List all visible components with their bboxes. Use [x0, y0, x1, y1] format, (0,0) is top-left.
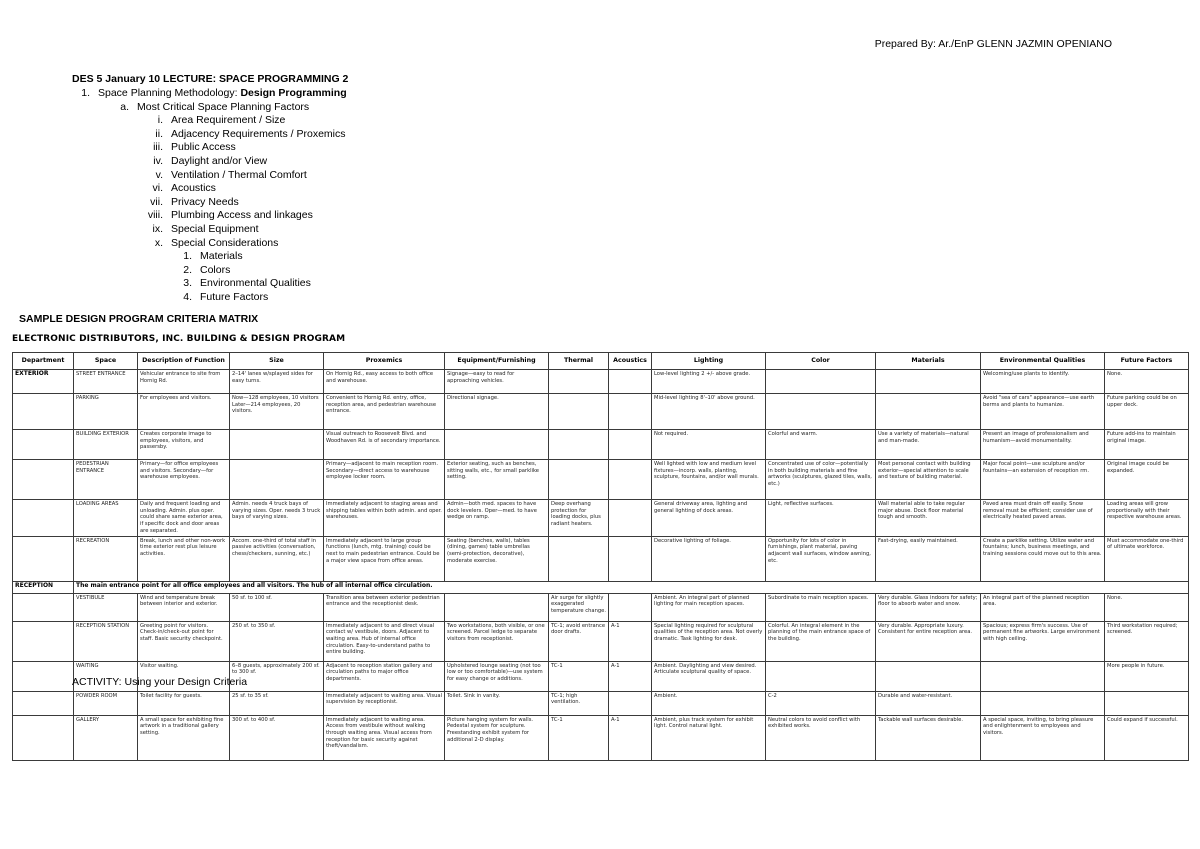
column-header: Acoustics: [609, 353, 652, 370]
department-cell: EXTERIOR: [13, 370, 74, 394]
table-cell: C-2: [766, 691, 876, 715]
column-header: Description of Function: [138, 353, 230, 370]
table-cell: Decorative lighting of foliage.: [652, 536, 766, 581]
table-row: [13, 430, 1189, 460]
table-cell: Upholstered lounge seating (not too low or too comfortable)—use system for easy change or additions.: [445, 661, 549, 691]
table-cell: Subordinate to main reception spaces.: [766, 593, 876, 621]
table-cell: 300 sf. to 400 sf.: [230, 715, 324, 760]
table-cell: [230, 460, 324, 500]
design-program-matrix: [12, 352, 1189, 761]
outline-item: [72, 155, 347, 169]
outline-item-number: vi.: [152, 182, 163, 195]
table-cell: Paved area must drain off easily. Snow removal must be efficient; consider use of electrically heated paved areas.: [981, 500, 1105, 537]
table-cell: Transition area between exterior pedestrian entrance and the receptionist desk.: [324, 593, 445, 621]
department-note: The main entrance point for all office employees and all visitors. The hub of all internal office circulation.: [74, 581, 1189, 593]
outline-item-number: ii.: [155, 127, 163, 140]
table-cell: VESTIBULE: [74, 593, 138, 621]
section-row: [13, 581, 1189, 593]
column-header: Space: [74, 353, 138, 370]
table-cell: Very durable. Appropriate luxury. Consistent for entire reception area.: [876, 621, 981, 661]
outline-item: [72, 87, 347, 101]
table-row: [13, 536, 1189, 581]
table-cell: STREET ENTRANCE: [74, 370, 138, 394]
department-cell: [13, 621, 74, 661]
column-header: Proxemics: [324, 353, 445, 370]
outline-item: [72, 223, 347, 237]
table-cell: GALLERY: [74, 715, 138, 760]
outline-item: [72, 182, 347, 196]
table-cell: Future parking could be on upper deck.: [1105, 394, 1189, 430]
outline-item-text: Materials: [200, 250, 243, 263]
outline-item: [72, 250, 347, 264]
table-cell: Must accommodate one-third of ultimate workforce.: [1105, 536, 1189, 581]
lecture-heading: DES 5 January 10 LECTURE: SPACE PROGRAMMING 2: [72, 73, 349, 85]
outline-item: [72, 114, 347, 128]
table-cell: A-1: [609, 661, 652, 691]
table-cell: Welcoming/use plants to identify.: [981, 370, 1105, 394]
table-cell: An integral part of the planned reception area.: [981, 593, 1105, 621]
table-cell: [766, 394, 876, 430]
outline-item: [72, 169, 347, 183]
table-cell: Vehicular entrance to site from Hornig Rd.: [138, 370, 230, 394]
table-cell: Ambient. An integral part of planned lighting for main reception spaces.: [652, 593, 766, 621]
outline-item: [72, 291, 347, 305]
outline-item-number: 2.: [183, 263, 192, 276]
department-cell: [13, 394, 74, 430]
column-header: Future Factors: [1105, 353, 1189, 370]
table-cell: TC-1: [549, 715, 609, 760]
table-cell: Picture hanging system for walls. Pedestal system for sculpture. Freestanding exhibit system for additional 2-D display.: [445, 715, 549, 760]
table-cell: 2–14' lanes w/splayed sides for easy turns.: [230, 370, 324, 394]
table-cell: 50 sf. to 100 sf.: [230, 593, 324, 621]
table-row: [13, 715, 1189, 760]
table-cell: LOADING AREAS: [74, 500, 138, 537]
table-cell: A-1: [609, 621, 652, 661]
outline-item-text: Area Requirement / Size: [171, 114, 286, 127]
outline-item: [72, 209, 347, 223]
table-cell: Opportunity for lots of color in furnishings, plant material, paving adjacent wall surfaces, window awning, etc.: [766, 536, 876, 581]
outline-item: [72, 128, 347, 142]
table-row: [13, 460, 1189, 500]
table-cell: [549, 536, 609, 581]
table-cell: Original image could be expanded.: [1105, 460, 1189, 500]
table-cell: Break, lunch and other non-work time exterior rest plus leisure activities.: [138, 536, 230, 581]
outline-item-number: 3.: [183, 277, 192, 290]
table-cell: Admin—both med. spaces to have dock levelers. Oper—med. to have wedge on ramp.: [445, 500, 549, 537]
table-cell: None.: [1105, 370, 1189, 394]
column-header: Environmental Qualities: [981, 353, 1105, 370]
table-cell: [549, 394, 609, 430]
table-cell: Visual outreach to Roosevelt Blvd. and Woodhaven Rd. is of secondary importance.: [324, 430, 445, 460]
table-cell: [766, 661, 876, 691]
table-cell: Light, reflective surfaces.: [766, 500, 876, 537]
outline-item-text: Space Planning Methodology:: [98, 87, 241, 99]
table-cell: [609, 394, 652, 430]
outline-item-number: 4.: [183, 290, 192, 303]
table-cell: Present an image of professionalism and humanism—avoid monumentality.: [981, 430, 1105, 460]
table-cell: Seating (benches, walls), tables (dining, games) table umbrellas (semi-protection, decorative), moderate exercise.: [445, 536, 549, 581]
outline-item: [72, 237, 347, 251]
table-cell: [549, 460, 609, 500]
table-cell: Avoid "sea of cars" appearance—use earth berms and plants to humanize.: [981, 394, 1105, 430]
table-row: [13, 500, 1189, 537]
table-cell: Ambient.: [652, 691, 766, 715]
table-cell: Loading areas will grow proportionally with their respective warehouse areas.: [1105, 500, 1189, 537]
table-cell: Neutral colors to avoid conflict with exhibited works.: [766, 715, 876, 760]
outline-item-text: Most Critical Space Planning Factors: [137, 100, 310, 113]
table-cell: [445, 593, 549, 621]
table-cell: Exterior seating, such as benches, sitting walls, etc., for small parklike setting.: [445, 460, 549, 500]
column-header: Equipment/Furnishing: [445, 353, 549, 370]
outline-item-text: Daylight and/or View: [171, 154, 268, 167]
outline-item-number: iv.: [153, 154, 163, 167]
table-cell: Immediately adjacent to waiting area. Access from vestibule without walking through waiting area. Visual access from reception for basic security against theft/vandalism.: [324, 715, 445, 760]
company-program-title: ELECTRONIC DISTRIBUTORS, INC. BUILDING & DESIGN PROGRAM: [12, 334, 346, 344]
table-cell: Toilet facility for guests.: [138, 691, 230, 715]
table-cell: Two workstations, both visible, or one screened. Parcel ledge to separate visitors from receptionist.: [445, 621, 549, 661]
table-cell: 25 sf. to 35 sf.: [230, 691, 324, 715]
table-cell: [609, 460, 652, 500]
outline-item-number: 1.: [183, 250, 192, 263]
outline-item: [72, 141, 347, 155]
table-cell: [766, 370, 876, 394]
table-cell: Future add-ins to maintain original image.: [1105, 430, 1189, 460]
table-cell: [609, 593, 652, 621]
outline-item-number: viii.: [147, 209, 163, 222]
department-cell: [13, 500, 74, 537]
table-cell: Spacious; express firm's success. Use of permanent fine artworks. Large environment with high ceiling.: [981, 621, 1105, 661]
table-cell: Deep overhang protection for loading docks, plus radiant heaters.: [549, 500, 609, 537]
table-cell: Immediately adjacent to and direct visual contact w/ vestibule, doors. Adjacent to waiting area. Hub of internal office circulation. Easy-to-understand paths to entire building.: [324, 621, 445, 661]
outline-item-number: a.: [120, 100, 129, 113]
table-cell: Toilet. Sink in vanity.: [445, 691, 549, 715]
table-cell: [445, 430, 549, 460]
table-cell: Durable and water-resistant.: [876, 691, 981, 715]
table-cell: On Hornig Rd., easy access to both office and warehouse.: [324, 370, 445, 394]
table-cell: A-1: [609, 715, 652, 760]
table-cell: Mid-level lighting 8'–10' above ground.: [652, 394, 766, 430]
outline-item-text: Adjacency Requirements / Proxemics: [171, 127, 346, 140]
outline-item-number: 1.: [81, 87, 90, 99]
outline-item-text: Special Considerations: [171, 236, 279, 249]
table-cell: Immediately adjacent to large group functions (lunch, mtg. training) could be next to main pedestrian entrance. Could be a major view space from office areas.: [324, 536, 445, 581]
table-cell: Primary—adjacent to main reception room. Secondary—direct access to warehouse employee locker room.: [324, 460, 445, 500]
table-cell: [876, 394, 981, 430]
outline-item-number: vii.: [150, 195, 163, 208]
table-cell: Admin. needs 4 truck bays of varying sizes. Oper. needs 3 truck bays of varying sizes.: [230, 500, 324, 537]
table-row: [13, 691, 1189, 715]
column-header: Department: [13, 353, 74, 370]
table-cell: [609, 370, 652, 394]
table-cell: A special space, inviting, to bring pleasure and enlightenment to employees and visitors.: [981, 715, 1105, 760]
column-header: Color: [766, 353, 876, 370]
table-row: [13, 394, 1189, 430]
outline-item-text: Privacy Needs: [171, 195, 239, 208]
table-cell: Accom. one-third of total staff in passive activities (conversation, chess/checkers, sunning, etc.): [230, 536, 324, 581]
table-cell: Well lighted with low and medium level fixtures—incorp. walls, planting, sculpture, fountains, and/or wall murals.: [652, 460, 766, 500]
table-cell: Primary—for office employees and visitors. Secondary—for warehouse employees.: [138, 460, 230, 500]
outline-item-text: Public Access: [171, 141, 236, 154]
table-cell: [609, 430, 652, 460]
outline-item-text: Environmental Qualities: [200, 277, 311, 290]
table-cell: Immediately adjacent to waiting area. Visual supervision by receptionist.: [324, 691, 445, 715]
outline-item: [72, 196, 347, 210]
department-cell: [13, 661, 74, 691]
table-cell: More people in future.: [1105, 661, 1189, 691]
table-cell: Colorful and warm.: [766, 430, 876, 460]
table-cell: [549, 370, 609, 394]
table-cell: Most personal contact with building exterior—special attention to scale and texture of building material.: [876, 460, 981, 500]
table-cell: Daily and frequent loading and unloading. Admin. plus oper. could share same exterior area, if specific dock and door areas are separated.: [138, 500, 230, 537]
column-header: Materials: [876, 353, 981, 370]
table-cell: [609, 691, 652, 715]
table-cell: Create a parklike setting. Utilize water and fountains; lunch, business meetings, and training sessions could move out to this area.: [981, 536, 1105, 581]
table-cell: PEDESTRIAN ENTRANCE: [74, 460, 138, 500]
department-cell: [13, 430, 74, 460]
table-cell: None.: [1105, 593, 1189, 621]
outline-item-text: Ventilation / Thermal Comfort: [171, 168, 307, 181]
table-cell: RECREATION: [74, 536, 138, 581]
table-cell: Ambient, plus track system for exhibit light. Control natural light.: [652, 715, 766, 760]
table-cell: Not required.: [652, 430, 766, 460]
outline-item-text: Plumbing Access and linkages: [171, 209, 313, 222]
table-cell: [876, 661, 981, 691]
table-cell: Air surge for slightly exaggerated temperature change.: [549, 593, 609, 621]
table-cell: Use a variety of materials—natural and man-made.: [876, 430, 981, 460]
outline-item-text: Colors: [200, 263, 231, 276]
outline-item: [72, 264, 347, 278]
matrix-title: SAMPLE DESIGN PROGRAM CRITERIA MATRIX: [19, 313, 259, 325]
table-cell: Major focal point—use sculpture and/or fountains—an extension of reception rm.: [981, 460, 1105, 500]
matrix-header-row: [13, 353, 1189, 370]
table-cell: [549, 430, 609, 460]
table-cell: [981, 661, 1105, 691]
table-cell: [609, 500, 652, 537]
table-cell: A small space for exhibiting fine artwork in a traditional gallery setting.: [138, 715, 230, 760]
table-row: [13, 621, 1189, 661]
table-cell: Third workstation required; screened.: [1105, 621, 1189, 661]
table-cell: [609, 536, 652, 581]
table-cell: Low-level lighting 2 +/- above grade.: [652, 370, 766, 394]
table-cell: [981, 691, 1105, 715]
outline-item: [72, 277, 347, 291]
outline-item-text: Future Factors: [200, 290, 269, 303]
prepared-by: Prepared By: Ar./EnP GLENN JAZMIN OPENIANO: [874, 38, 1112, 50]
table-cell: Convenient to Hornig Rd. entry, office, reception area, and pedestrian warehouse entrance.: [324, 394, 445, 430]
table-cell: Colorful. An integral element in the planning of the main entrance space of the building.: [766, 621, 876, 661]
department-cell: [13, 536, 74, 581]
table-cell: Adjacent to reception station gallery and circulation paths to major office departments.: [324, 661, 445, 691]
table-row: [13, 370, 1189, 394]
outline-item-number: v.: [155, 168, 163, 181]
table-cell: Very durable. Glass indoors for safety; floor to absorb water and snow.: [876, 593, 981, 621]
outline-item-emphasis: Design Programming: [240, 87, 347, 99]
table-cell: Directional signage.: [445, 394, 549, 430]
column-header: Size: [230, 353, 324, 370]
column-header: Lighting: [652, 353, 766, 370]
table-cell: POWDER ROOM: [74, 691, 138, 715]
table-cell: Special lighting required for sculptural qualities of the reception area. Not overly dramatic. Task lighting for desk.: [652, 621, 766, 661]
table-cell: Wall material able to take regular major abuse. Dock floor material tough and smooth.: [876, 500, 981, 537]
table-row: [13, 593, 1189, 621]
table-cell: BUILDING EXTERIOR: [74, 430, 138, 460]
department-cell: [13, 715, 74, 760]
table-cell: Creates corporate image to employees, visitors, and passersby.: [138, 430, 230, 460]
column-header: Thermal: [549, 353, 609, 370]
table-cell: WAITING: [74, 661, 138, 691]
outline-item-number: x.: [154, 236, 163, 249]
table-cell: Ambient. Daylighting and view desired. Articulate sculptural quality of space.: [652, 661, 766, 691]
outline-list: [72, 87, 347, 305]
table-cell: General driveway area, lighting and general lighting of dock areas.: [652, 500, 766, 537]
table-cell: Wind and temperature break between interior and exterior.: [138, 593, 230, 621]
table-cell: 250 sf. to 350 sf.: [230, 621, 324, 661]
table-cell: TC-1; high ventilation.: [549, 691, 609, 715]
outline-item-number: iii.: [153, 141, 163, 154]
outline-item-text: Acoustics: [171, 182, 216, 195]
table-cell: TC-1: [549, 661, 609, 691]
table-cell: Tackable wall surfaces desirable.: [876, 715, 981, 760]
department-cell: [13, 691, 74, 715]
table-cell: 6–8 guests, approximately 200 sf. to 300 sf.: [230, 661, 324, 691]
table-cell: Immediately adjacent to staging areas and shipping tables within both admin. and oper. warehouses.: [324, 500, 445, 537]
outline-item: [72, 101, 347, 115]
table-cell: RECEPTION STATION: [74, 621, 138, 661]
department-name: RECEPTION: [13, 581, 74, 593]
table-cell: [1105, 691, 1189, 715]
table-cell: TC-1; avoid entrance door drafts.: [549, 621, 609, 661]
table-cell: Fast-drying, easily maintained.: [876, 536, 981, 581]
outline-item-number: ix.: [152, 222, 163, 235]
table-cell: Now—128 employees, 10 visitors Later—214 employees, 20 visitors.: [230, 394, 324, 430]
activity-label: ACTIVITY: Using your Design Criteria: [72, 676, 248, 688]
table-cell: Could expand if successful.: [1105, 715, 1189, 760]
table-cell: Greeting point for visitors. Check-in/check-out point for staff. Basic security checkpoint.: [138, 621, 230, 661]
table-cell: PARKING: [74, 394, 138, 430]
table-cell: For employees and visitors.: [138, 394, 230, 430]
table-cell: Visitor waiting.: [138, 661, 230, 691]
table-cell: Signage—easy to read for approaching vehicles.: [445, 370, 549, 394]
table-cell: [876, 370, 981, 394]
department-cell: [13, 460, 74, 500]
table-cell: [230, 430, 324, 460]
outline-item-number: i.: [157, 114, 163, 127]
outline-item-text: Special Equipment: [171, 222, 259, 235]
table-cell: Concentrated use of color—potentially in both building materials and fine artworks (sculptures, glazed tiles, walls, etc.): [766, 460, 876, 500]
department-cell: [13, 593, 74, 621]
